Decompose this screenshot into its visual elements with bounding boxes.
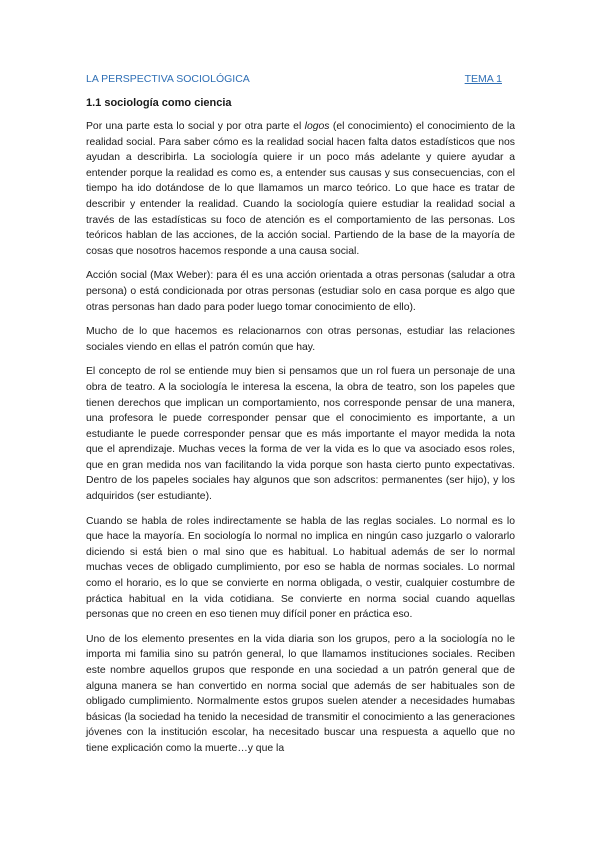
paragraph — [86, 119, 515, 259]
paragraph-text: (el conocimiento) el conocimiento de la realidad social. Para saber cómo es la realidad social hacen falta datos estadísticos que nos ayudan a describirla. La sociología quiere ir un poco más adelante y quiere ayudar a entender porque la realidad es como es, a entender sus causas y sus consecuencias, con el tiempo ha ido dotándose de lo que llamamos un marco teórico. Lo que hace es tratar de describir y entender la realidad. Cuando la sociología quiere estudiar la realidad social a través de las estadísticas su foco de atención es el comportamiento de las personas. Los teóricos hablan de las acciones, de la acción social. Partiendo de la base de la mayoría de cosas que nosotros hacemos responde a una causa social. — [86, 121, 515, 257]
topic-label: TEMA 1 — [464, 73, 502, 85]
emphasis-logos: logos — [304, 121, 330, 132]
page-header — [86, 73, 502, 89]
paragraph: El concepto de rol se entiende muy bien si pensamos que un rol fuera un personaje de una obra de teatro. A la sociología le interesa la escena, la obra de teatro, son los papeles que tienen derechos que implican un comportamiento, nos corresponde pensar de una manera, una profesora le puede corresponder pensar que el conocimiento es importante, a un estudiante le puede corresponder pensar que es más importante el mayor medida la nota que el aprendizaje. Muchas veces la forma de ver la vida es lo que va asociado esos roles, que en gran medida nos van facilitando la vida porque son hasta cierto punto expectativas. Dentro de los papeles sociales hay algunos que son adscritos: permanentes (ser hijo), y los adquiridos (ser estudiante). — [86, 366, 515, 503]
paragraph: Cuando se habla de roles indirectamente se habla de las reglas sociales. Lo normal es lo que hace la mayoría. En sociología lo normal no implica en ningún caso juzgarlo o valorarlo diciendo si está bien o mal sino que es habitual. Lo habitual además de ser lo normal muchas veces de obligado cumplimiento, por eso se habla de normas sociales. Lo normal como el horario, es lo que se convierte en norma obligada, o vestir, cualquier costumbre de práctica habitual en la vida cotidiana. Se convierte en norma social cuando aquellas personas que no creen en eso tienen muy difícil poner en práctica eso. — [86, 515, 515, 621]
paragraph-text: Por una parte esta lo social y por otra parte el — [86, 121, 305, 132]
section-heading: 1.1 sociología como ciencia — [86, 97, 232, 109]
paragraph: Acción social (Max Weber): para él es una acción orientada a otras personas (saludar a otra persona) o está condicionada por otras personas (estudiar solo en casa porque es algo que otras personas han dado para poder luego tomar conocimiento de ello). — [86, 270, 515, 313]
document-title: LA PERSPECTIVA SOCIOLÓGICA — [86, 73, 250, 85]
paragraph: Uno de los elemento presentes en la vida diaria son los grupos, pero a la sociología no le importa mi familia sino su patrón general, lo que llamamos instituciones sociales. Reciben este nombre aquellos grupos que responde en una sociedad a un patrón general que de alguna manera se han convertido en norma social que además de ser habituales son de obligado cumplimiento. Normalmente estos grupos suelen atender a necesidades humabas básicas (la sociedad ha tenido la necesidad de transmitir el conocimiento a las generaciones jóvenes con la institución escolar, ha necesitado buscar una respuesta a aquello que no tiene explicación como la muerte…y que la — [86, 633, 515, 754]
paragraph: Mucho de lo que hacemos es relacionarnos con otras personas, estudiar las relaciones sociales viendo en ellas el patrón común que hay. — [86, 326, 515, 353]
document-body — [86, 119, 515, 766]
